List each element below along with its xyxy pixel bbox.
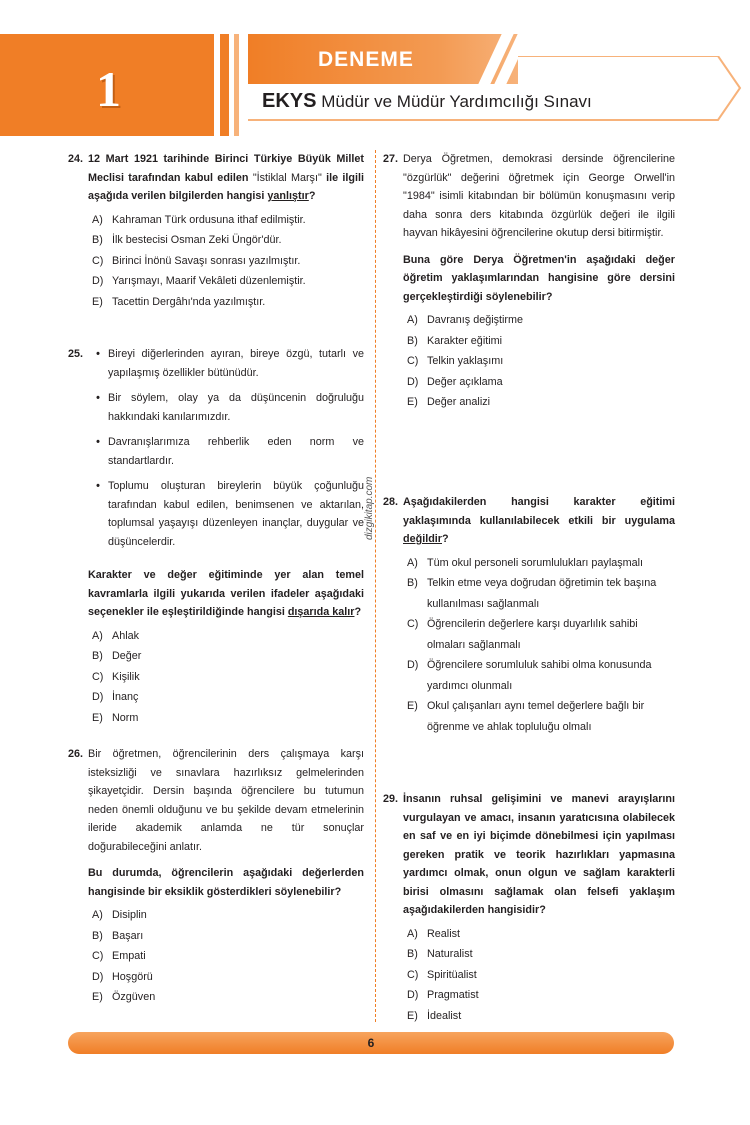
option-a[interactable]: A) Davranış değiştirme (407, 314, 524, 326)
option-a[interactable]: A) Ahlak (92, 629, 140, 642)
option-e[interactable]: E) İdealist (407, 1009, 462, 1022)
exam-title (262, 90, 592, 113)
question-number: 28. (383, 496, 399, 508)
footer-bar (68, 1032, 674, 1054)
option-c[interactable]: C) Öğrencilerin değerlere karşı duyarlılık sahibi olmaları sağlanmalı (407, 618, 638, 651)
question-prompt: Buna göre Derya Öğretmen'in aşağıdaki değer öğretim yaklaşımlarından hangisine göre dersini gerçekleştirdiği söylenebilir? (403, 253, 675, 303)
question-number: 25. (68, 348, 84, 360)
option-b[interactable]: B) Karakter eğitimi (407, 334, 503, 347)
question-stem: Aşağıdakilerden hangisi karakter eğitimi yaklaşımında kullanılabilecek etkili bir uygulama değildir? (403, 496, 675, 545)
watermark: dizgikitap.com (364, 476, 375, 540)
question-stem: İnsanın ruhsal gelişimini ve manevi arayışlarını vurgulayan ve amacı, insanın yaratıcısına olabilecek en saf ve en iyi biçimde dönebilmesi için yapılması gereken pratik ve teorik hazırlıkları yapmasına yardımcı olmak, onun olgun ve sağlam karakterli birisi olmasını sağlamak olan felsefi yaklaşım aşağıdakilerden hangisidir? (403, 793, 675, 916)
bullet-item: • Toplumu oluşturan bireylerin büyük çoğunluğu tarafından kabul edilen, benimsenen ve aktarılan, toplumsal yaşayışı düzenleyen inançlar, duygular ve düşüncelerdir. (96, 480, 364, 548)
exam-name: Müdür ve Müdür Yardımcılığı Sınavı (321, 92, 592, 111)
question-stem: Derya Öğretmen, demokrasi dersinde öğrencilerine "özgürlük" değerini öğretmek için George Orwell'in "1984" isimli kitabından bir bölümün konuşmasını verip daha sonra ders kitabında özgürlük değeri ile ilgili hayvan hikâyesini öğrencilerine okutup dersi bitirmiştir. (403, 153, 675, 239)
column-divider (375, 150, 376, 1022)
question-number: 27. (383, 153, 399, 165)
options-list (92, 210, 364, 313)
bullet-item: • Bir söylem, olay ya da düşüncenin doğruluğu hakkındaki kanılarımızdır. (96, 392, 364, 423)
question-prompt: Karakter ve değer eğitiminde yer alan temel kavramlarla ilgili yukarıda verilen ifadeler aşağıdaki seçenekler ile eşleştirildiğinde hangisi dışarıda kalır? (88, 569, 364, 618)
question-number: 26. (68, 748, 84, 760)
option-c[interactable]: C) Empati (92, 950, 146, 962)
option-d[interactable]: D) Değer açıklama (407, 375, 503, 388)
header-stripe (220, 34, 229, 136)
question-27 (383, 150, 675, 413)
question-number: 24. (68, 153, 84, 165)
option-a[interactable]: A) Tüm okul personeli sorumlulukları paylaşmalı (407, 556, 644, 569)
bullet-item: • Bireyi diğerlerinden ayıran, bireye özgü, tutarlı ve yapılaşmış özellikler bütünüdür. (96, 348, 364, 379)
options-list (407, 310, 675, 413)
option-b[interactable]: B) Telkin etme veya doğrudan öğretimin tek başına kullanılması sağlanmalı (407, 577, 657, 610)
option-e[interactable]: E) Tacettin Dergâhı'nda yazılmıştır. (92, 295, 266, 308)
option-a[interactable]: A) Kahraman Türk ordusuna ithaf edilmiştir. (92, 213, 306, 226)
option-d[interactable]: D) İnanç (92, 691, 139, 703)
option-c[interactable]: C) Kişilik (92, 670, 140, 683)
question-25 (68, 345, 364, 728)
question-number: 29. (383, 793, 399, 805)
option-a[interactable]: A) Disiplin (92, 909, 147, 921)
option-b[interactable]: B) İlk bestecisi Osman Zeki Üngör'dür. (92, 234, 282, 246)
option-e[interactable]: E) Değer analizi (407, 396, 491, 408)
option-b[interactable]: B) Naturalist (407, 948, 473, 960)
question-prompt: Bu durumda, öğrencilerin aşağıdaki değerlerden hangisinde bir eksiklik gösterdikleri söylenebilir? (88, 867, 364, 898)
option-c[interactable]: C) Spiritüalist (407, 968, 477, 981)
options-list (407, 553, 675, 738)
option-d[interactable]: D) Pragmatist (407, 989, 479, 1001)
question-24 (68, 150, 364, 312)
option-e[interactable]: E) Norm (92, 711, 139, 724)
option-d[interactable]: D) Yarışmayı, Maarif Vekâleti düzenlemiştir. (92, 275, 306, 287)
question-28 (383, 493, 675, 737)
question-29 (383, 790, 675, 1026)
option-e[interactable]: E) Özgüven (92, 991, 156, 1003)
exam-code: EKYS (262, 90, 317, 112)
header-stripe-light (234, 34, 239, 136)
options-list (92, 626, 364, 729)
options-list (92, 905, 364, 1008)
bullet-list (88, 345, 364, 558)
option-e[interactable]: E) Okul çalışanları aynı temel değerlere bağlı bir öğrenme ve ahlak topluluğu olmalı (407, 700, 645, 733)
question-stem: 12 Mart 1921 tarihinde Birinci Türkiye Büyük Millet Meclisi tarafından kabul edilen "İstiklal Marşı" ile ilgili aşağıda verilen bilgilerden hangisi yanlıştır? (88, 153, 364, 202)
option-a[interactable]: A) Realist (407, 927, 461, 940)
option-b[interactable]: B) Başarı (92, 929, 144, 942)
option-d[interactable]: D) Hoşgörü (92, 970, 153, 983)
banner-title: DENEME (318, 48, 414, 71)
question-26 (68, 745, 364, 1008)
option-c[interactable]: C) Birinci İnönü Savaşı sonrası yazılmıştır. (92, 254, 301, 267)
option-d[interactable]: D) Öğrencilere sorumluluk sahibi olma konusunda yardımcı olunmalı (407, 659, 652, 692)
bullet-item: • Davranışlarımıza rehberlik eden norm ve standartlardır. (96, 436, 364, 467)
question-stem: Bir öğretmen, öğrencilerinin ders çalışmaya karşı isteksizliği ve sınavlara hazırlıksız gelmelerinden şikayetçidir. Dersin başında öğrencilere bu tutumun neden önemli olduğunu ve bu şekilde devam etmelerinin ileride akademik anlamda ne tür sonuçlar doğurabileceğini anlatır. (88, 748, 364, 853)
test-number: 1 (96, 61, 121, 117)
options-list (407, 924, 675, 1027)
page-number: 6 (367, 1036, 375, 1050)
option-b[interactable]: B) Değer (92, 650, 142, 662)
option-c[interactable]: C) Telkin yaklaşımı (407, 355, 504, 367)
